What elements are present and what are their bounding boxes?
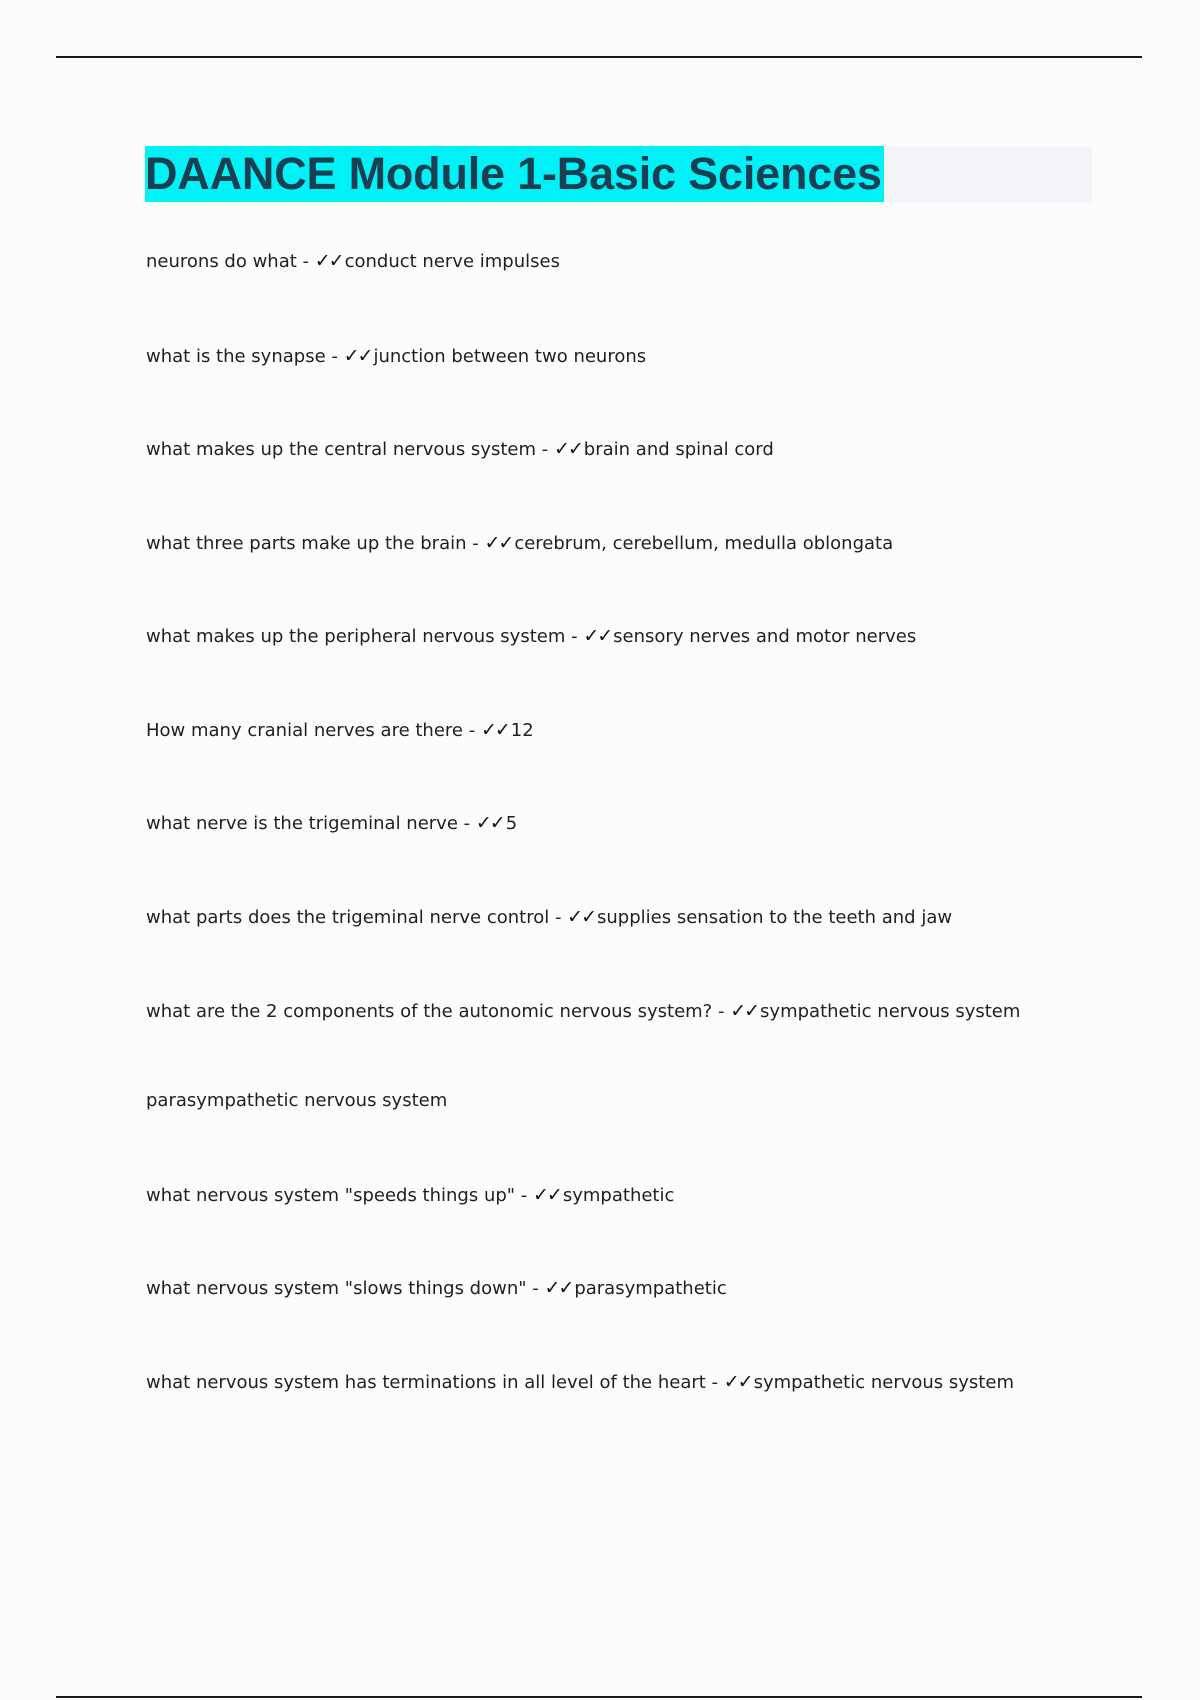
qa-item <box>146 249 560 274</box>
qa-item <box>146 718 534 743</box>
qa-item <box>146 624 916 649</box>
answer-text: sympathetic nervous system <box>753 1372 1014 1393</box>
double-check-icon: ✓✓ <box>544 1277 573 1299</box>
question-text: neurons do what <box>146 251 297 272</box>
qa-item <box>146 1183 674 1208</box>
answer-text: parasympathetic <box>574 1278 727 1299</box>
qa-item <box>146 1276 727 1301</box>
separator: - <box>549 907 568 928</box>
top-rule <box>56 56 1142 58</box>
bottom-rule <box>56 1696 1142 1698</box>
answer-text: sympathetic nervous system <box>760 1001 1021 1022</box>
double-check-icon: ✓✓ <box>314 250 343 272</box>
qa-item <box>146 344 646 369</box>
separator: - <box>705 1372 724 1393</box>
separator: - <box>296 251 315 272</box>
answer-continuation: parasympathetic nervous system <box>146 1090 448 1111</box>
qa-item <box>146 531 893 556</box>
question-text: what makes up the central nervous system <box>146 439 536 460</box>
question-text: what nerve is the trigeminal nerve <box>146 813 458 834</box>
double-check-icon: ✓✓ <box>553 438 582 460</box>
answer-text: 12 <box>510 720 534 741</box>
separator: - <box>466 533 485 554</box>
qa-item <box>146 905 952 930</box>
double-check-icon: ✓✓ <box>343 345 372 367</box>
separator: - <box>463 720 481 741</box>
question-text: what nervous system "speeds things up" <box>146 1185 516 1206</box>
answer-text: junction between two neurons <box>373 346 647 367</box>
page-title: DAANCE Module 1-Basic Sciences <box>145 146 884 202</box>
qa-item <box>146 811 517 836</box>
separator: - <box>565 626 584 647</box>
double-check-icon: ✓✓ <box>533 1184 561 1206</box>
question-text: what three parts make up the brain <box>146 533 467 554</box>
answer-text: sympathetic <box>562 1185 675 1206</box>
separator: - <box>536 439 554 460</box>
double-check-icon: ✓✓ <box>567 906 596 928</box>
qa-item <box>146 999 1020 1024</box>
question-text: what is the synapse <box>146 346 326 367</box>
answer-text: cerebrum, cerebellum, medulla oblongata <box>514 533 894 554</box>
question-text: what nervous system "slows things down" <box>146 1278 527 1299</box>
separator: - <box>515 1185 534 1206</box>
separator: - <box>325 346 344 367</box>
answer-text: brain and spinal cord <box>583 439 774 460</box>
answer-text: 5 <box>505 813 518 834</box>
question-text: what are the 2 components of the autonomic nervous system? <box>146 1001 713 1022</box>
double-check-icon: ✓✓ <box>475 812 504 834</box>
answer-text: conduct nerve impulses <box>344 251 560 272</box>
separator: - <box>457 813 476 834</box>
double-check-icon: ✓✓ <box>583 625 612 647</box>
question-text: what nervous system has terminations in all level of the heart <box>146 1372 706 1393</box>
answer-text: sensory nerves and motor nerves <box>613 626 917 647</box>
question-text: How many cranial nerves are there <box>146 720 463 741</box>
double-check-icon: ✓✓ <box>723 1371 752 1393</box>
question-text: what makes up the peripheral nervous system <box>146 626 566 647</box>
qa-item <box>146 1370 1014 1395</box>
qa-item <box>146 437 774 462</box>
answer-text: supplies sensation to the teeth and jaw <box>597 907 953 928</box>
question-text: what parts does the trigeminal nerve control <box>146 907 550 928</box>
double-check-icon: ✓✓ <box>484 532 513 554</box>
double-check-icon: ✓✓ <box>730 1000 759 1022</box>
separator: - <box>526 1278 545 1299</box>
separator: - <box>712 1001 731 1022</box>
double-check-icon: ✓✓ <box>480 719 509 741</box>
